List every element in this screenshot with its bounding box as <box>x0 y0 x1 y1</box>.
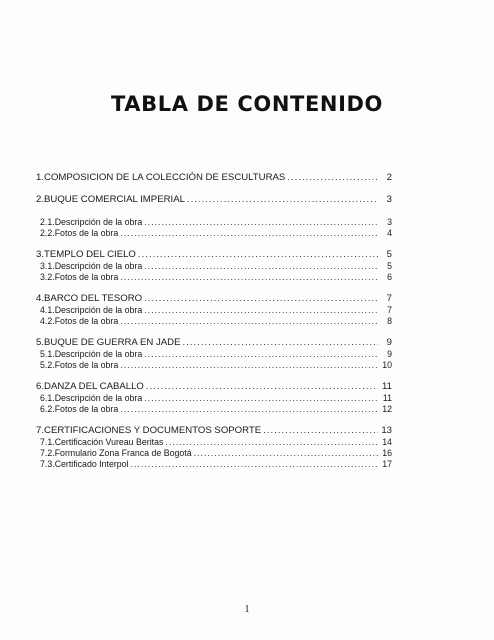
toc-leader-dots <box>131 458 378 470</box>
toc-entry-number: 7.1. <box>40 437 55 447</box>
toc-entry-number: 1. <box>36 172 45 183</box>
toc-entry-page: 5 <box>386 249 392 260</box>
toc-entry-page: 3 <box>387 217 392 227</box>
toc-entry-text: CERTIFICACIONES Y DOCUMENTOS SOPORTE <box>44 425 262 436</box>
toc-entry-page: 10 <box>382 360 392 370</box>
toc-entry-number: 2.1. <box>40 217 55 227</box>
toc-entry-text: BARCO DEL TESORO <box>44 293 143 304</box>
toc-leader-dots <box>120 227 378 239</box>
toc-entry-page: 16 <box>382 448 392 458</box>
toc-entry-number: 3.1. <box>40 261 55 271</box>
toc-entry-page: 9 <box>386 337 392 348</box>
toc-entry-number: 2.2. <box>40 228 55 238</box>
toc-entry-text: Descripción de la obra <box>54 393 143 403</box>
toc-leader-dots <box>120 315 378 327</box>
toc-entry-number: 7. <box>36 425 45 436</box>
toc-entry-text: DANZA DEL CABALLO <box>44 381 144 392</box>
toc-entry-page: 14 <box>382 437 392 447</box>
toc-leader-dots <box>287 172 378 184</box>
toc-entry-text: BUQUE COMERCIAL IMPERIAL <box>44 194 185 205</box>
toc-entry-number: 3. <box>36 249 45 260</box>
toc-entry-page: 7 <box>386 293 392 304</box>
toc-entry-text: Descripción de la obra <box>54 261 143 271</box>
toc-entry-page: 11 <box>382 381 392 392</box>
toc-entry-page: 8 <box>387 316 392 326</box>
toc-entry-page: 17 <box>382 459 392 469</box>
toc-entry-text: Descripción de la obra <box>54 217 143 227</box>
toc-entry-text: Fotos de la obra <box>54 228 119 238</box>
toc-entry-text: Descripción de la obra <box>54 305 143 315</box>
toc-entry-page: 4 <box>387 228 392 238</box>
toc-subentry[interactable] <box>40 359 392 371</box>
toc-entry[interactable] <box>36 172 392 184</box>
toc-entry-page: 12 <box>382 404 392 414</box>
toc-entry-text: Certificado Interpol <box>54 459 129 469</box>
toc-entry-page: 13 <box>381 425 392 436</box>
toc-entry-number: 4.1. <box>40 305 55 315</box>
toc-entry-page: 9 <box>387 349 392 359</box>
toc-subentry[interactable] <box>40 227 392 239</box>
toc-entry-page: 6 <box>387 272 392 282</box>
toc-subentry[interactable] <box>40 315 392 327</box>
toc-entry-number: 7.3. <box>40 459 55 469</box>
toc-leader-dots <box>120 271 378 283</box>
toc-subentry[interactable] <box>40 271 392 283</box>
toc-entry-number: 4. <box>36 293 45 304</box>
toc-entry-text: Fotos de la obra <box>54 360 119 370</box>
toc-entry-number: 3.2. <box>40 272 55 282</box>
toc-entry-page: 2 <box>386 172 392 183</box>
page-number: 1 <box>244 604 250 615</box>
toc-entry[interactable] <box>36 194 392 206</box>
toc-entry-number: 6.2. <box>40 404 55 414</box>
toc-entry-text: Fotos de la obra <box>54 316 119 326</box>
page-title: TABLA DE CONTENIDO <box>111 92 383 116</box>
toc-entry-number: 4.2. <box>40 316 55 326</box>
toc-subentry[interactable] <box>40 403 392 415</box>
toc-entry-number: 7.2. <box>40 448 55 458</box>
toc-entry-text: COMPOSICION DE LA COLECCIÓN DE ESCULTURAS <box>44 172 286 183</box>
toc-leader-dots <box>187 194 378 206</box>
toc-entry-text: BUQUE DE GUERRA EN JADE <box>44 337 181 348</box>
toc-entry-text: TEMPLO DEL CIELO <box>44 249 136 260</box>
toc-entry-text: Formulario Zona Franca de Bogotá <box>54 448 192 458</box>
toc-entry-number: 6.1. <box>40 393 55 403</box>
toc-leader-dots <box>120 359 378 371</box>
toc-entry-number: 5.1. <box>40 349 55 359</box>
toc-leader-dots <box>120 403 378 415</box>
toc-entry-page: 5 <box>387 261 392 271</box>
toc-entry-number: 5.2. <box>40 360 55 370</box>
toc-entry-text: Descripción de la obra <box>54 349 143 359</box>
toc-subentry[interactable] <box>40 458 392 470</box>
toc-entry-text: Certificación Vureau Beritas <box>54 437 164 447</box>
toc-entry-page: 11 <box>382 393 392 403</box>
toc-entry-number: 6. <box>36 381 45 392</box>
toc-entry-text: Fotos de la obra <box>54 404 119 414</box>
toc-entry-number: 5. <box>36 337 45 348</box>
toc-entry-number: 2. <box>36 194 45 205</box>
toc-entry-page: 3 <box>386 194 392 205</box>
toc-entry-page: 7 <box>387 305 392 315</box>
toc-entry-text: Fotos de la obra <box>54 272 119 282</box>
